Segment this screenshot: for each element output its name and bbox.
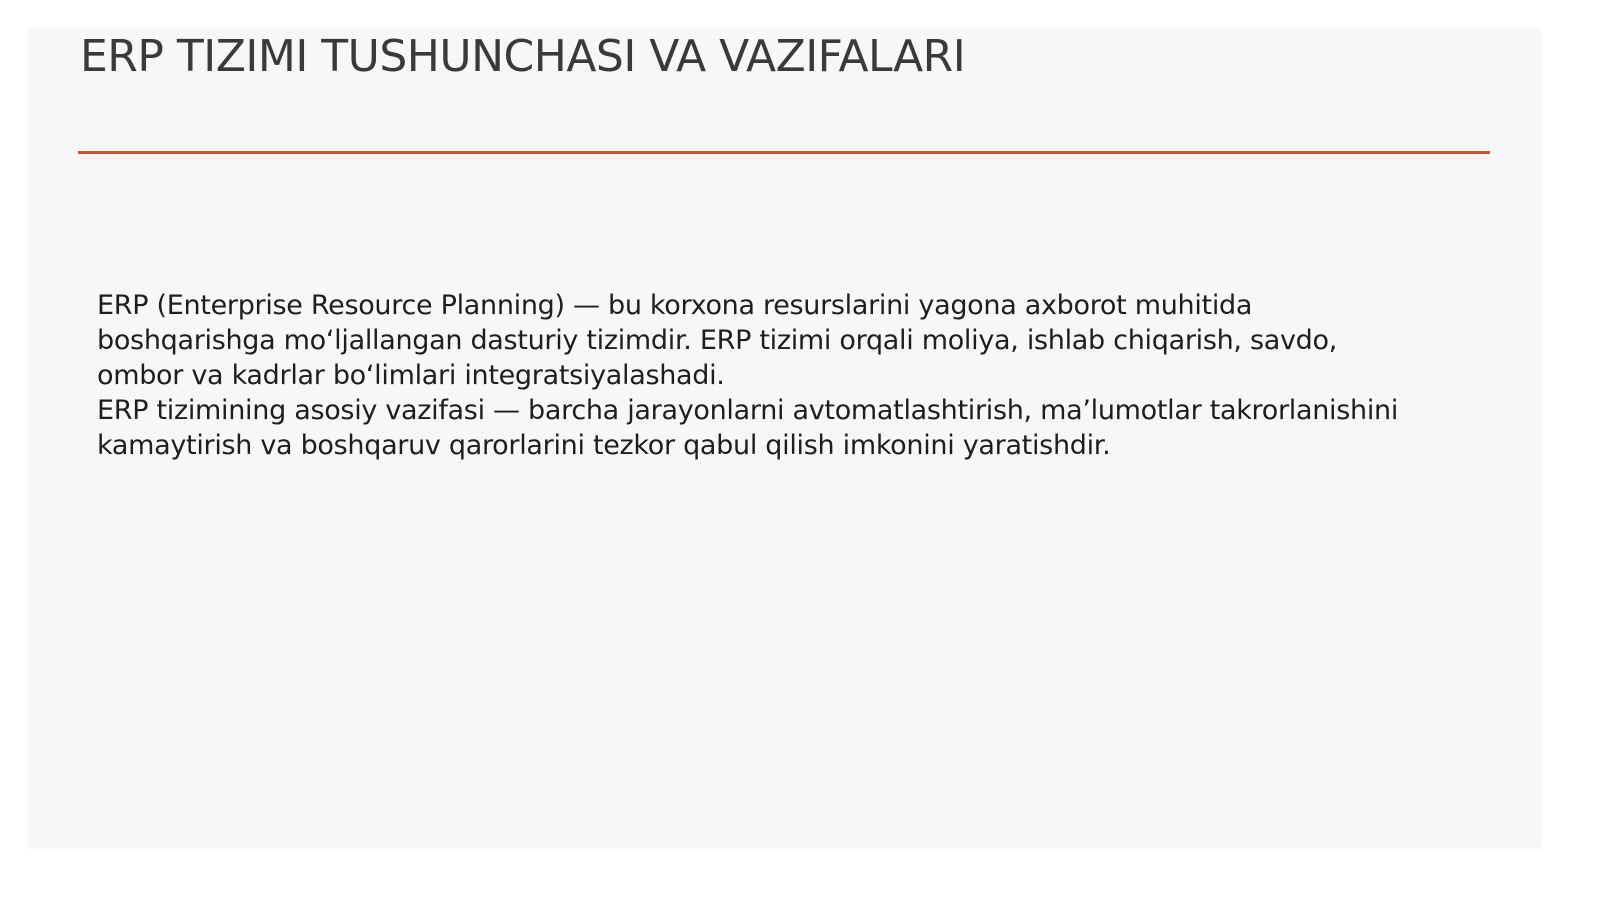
slide-title: ERP TIZIMI TUSHUNCHASI VA VAZIFALARI [80, 31, 966, 82]
title-underline [78, 151, 1490, 154]
body-paragraph-1: ERP (Enterprise Resource Planning) — bu korxona resurslarini yagona axborot muhitida boshqarishga mo‘ljallangan dasturiy tizimdir. ERP tizimi orqali moliya, ishlab chiqarish, savdo, ombor va kadrlar bo‘limlari integratsiyalashadi. [97, 290, 1337, 391]
slide-body [97, 288, 1417, 463]
body-paragraph-2: ERP tizimining asosiy vazifasi — barcha jarayonlarni avtomatlashtirish, ma’lumotlar takrorlanishini kamaytirish va boshqaruv qarorlarini tezkor qabul qilish imkonini yaratishdir. [97, 395, 1399, 461]
slide [30, 30, 1540, 848]
